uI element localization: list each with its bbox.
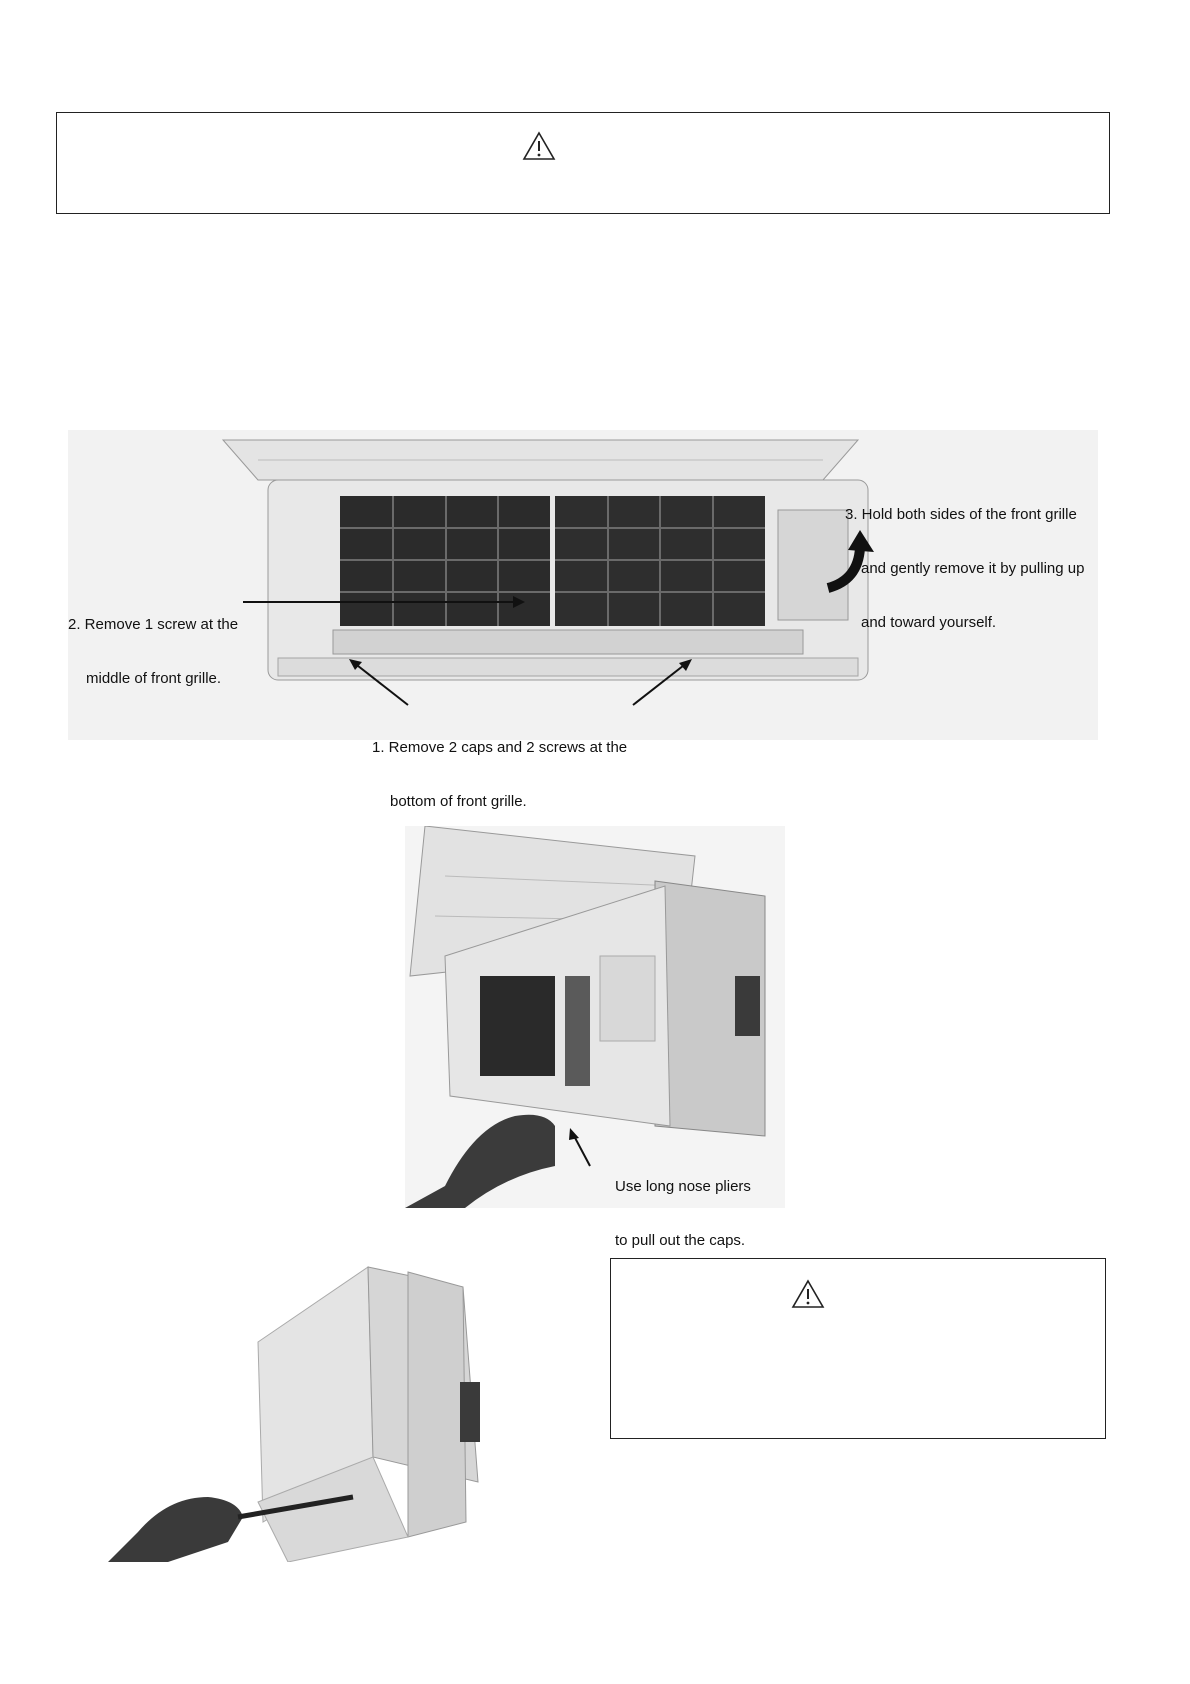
unit-side-photo — [108, 1262, 498, 1562]
step3-line2: and gently remove it by pulling up — [861, 560, 1085, 577]
step3-line1: 3. Hold both sides of the front grille — [845, 506, 1077, 523]
pliers-line1: Use long nose pliers — [615, 1178, 751, 1195]
warning-triangle-icon — [791, 1279, 825, 1309]
pliers-line2: to pull out the caps. — [615, 1232, 746, 1249]
step1-line2: bottom of front grille. — [390, 793, 527, 810]
figure-unit-side-view — [108, 1262, 498, 1562]
warning-triangle-icon — [522, 131, 556, 161]
step2-line2: middle of front grille. — [86, 670, 222, 687]
step3-caption — [845, 470, 1084, 650]
warning-box-top — [56, 112, 1110, 214]
step2-line1: 2. Remove 1 screw at the — [68, 616, 239, 633]
step1-line1: 1. Remove 2 caps and 2 screws at the — [372, 739, 628, 756]
step3-line3: and toward yourself. — [861, 614, 997, 631]
warning-box-bottom — [610, 1258, 1106, 1439]
step2-caption — [68, 580, 238, 706]
step1-caption — [372, 703, 627, 829]
pliers-caption — [615, 1142, 751, 1268]
